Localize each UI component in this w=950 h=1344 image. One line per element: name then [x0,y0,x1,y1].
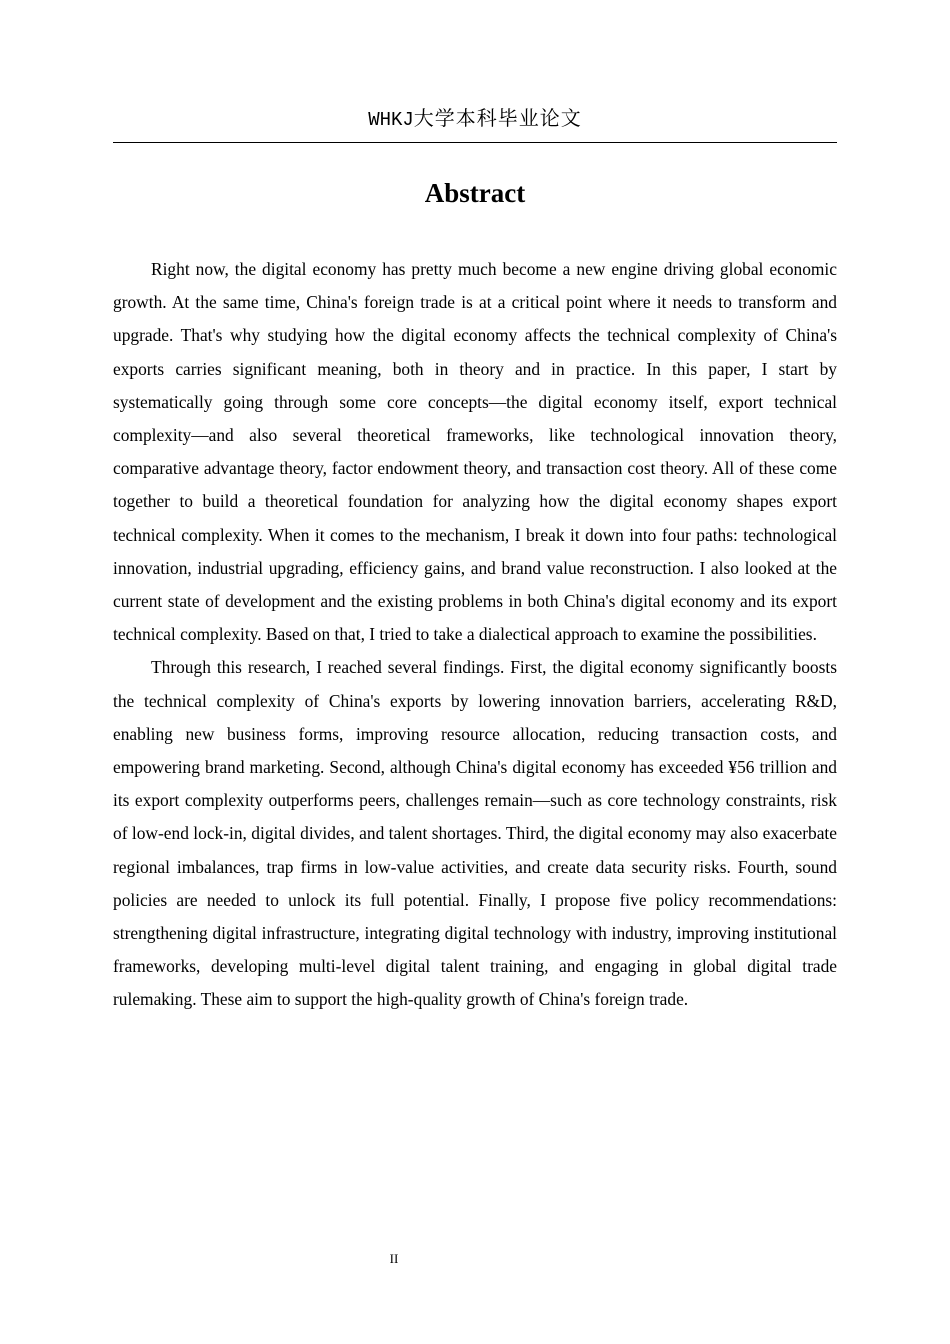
page-number: II [389,1251,399,1266]
running-header-thesis-label: 大学本科毕业论文 [413,108,582,130]
abstract-paragraph-2: Through this research, I reached several findings. First, the digital economy significantly boosts the technical complexity of China's exports by lowering innovation barriers, accelerating R&D, enabling new business forms, improving resource allocation, reducing transaction costs, and empowering brand marketing. Second, although China's digital economy has exceeded ¥56 trillion and its export complexity outperforms peers, challenges remain—such as core technology constraints, risk of low-end lock-in, digital divides, and talent shortages. Third, the digital economy may also exacerbate regional imbalances, trap firms in low-value activities, and create data security risks. Fourth, sound policies are needed to unlock its full potential. Finally, I propose five policy recommendations: strengthening digital infrastructure, integrating digital technology with industry, improving institutional frameworks, developing multi-level digital talent training, and engaging in global digital trade rulemaking. These aim to support the high-quality growth of China's foreign trade. [113,657,837,1010]
running-header [113,106,837,133]
header-rule [113,142,837,143]
running-header-school-code: WHKJ [368,109,414,131]
abstract-title: Abstract [424,178,526,208]
abstract-body [113,253,837,1017]
abstract-paragraph-1: Right now, the digital economy has pretty much become a new engine driving global economic growth. At the same time, China's foreign trade is at a critical point where it needs to transform and upgrade. That's why studying how the digital economy affects the technical complexity of China's exports carries significant meaning, both in theory and in practice. In this paper, I start by systematically going through some core concepts—the digital economy itself, export technical complexity—and also several theoretical frameworks, like technological innovation theory, comparative advantage theory, factor endowment theory, and transaction cost theory. All of these come together to build a theoretical foundation for analyzing how the digital economy shapes export technical complexity. When it comes to the mechanism, I break it down into four paths: technological innovation, industrial upgrading, efficiency gains, and brand value reconstruction. I also looked at the current state of development and the existing problems in both China's digital economy and its export technical complexity. Based on that, I tried to take a dialectical approach to examine the possibilities. [113,259,837,645]
